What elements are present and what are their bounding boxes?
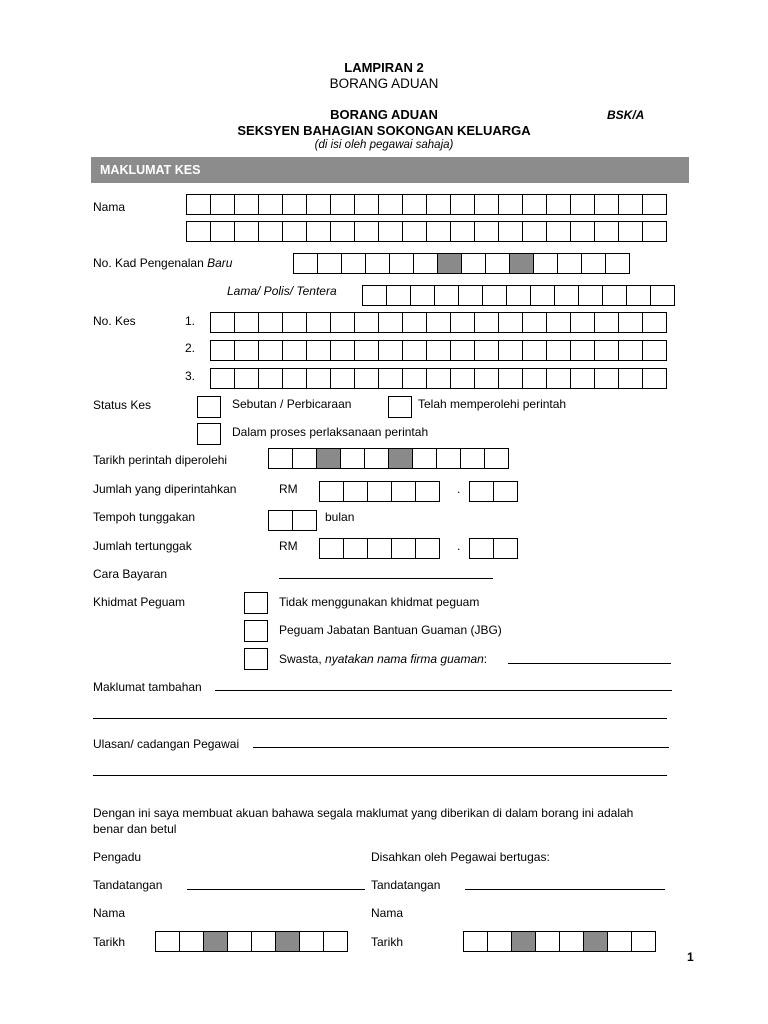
pengadu-tarikh-grid-cell[interactable] <box>180 931 204 952</box>
status-perintah-label: Telah memperolehi perintah <box>418 397 567 411</box>
lampiran-subtitle: BORANG ADUAN <box>329 76 439 91</box>
ic-old-grid-cell[interactable] <box>387 285 411 306</box>
officer-only-note: (di isi oleh pegawai sahaja) <box>314 139 454 151</box>
jumlah-diperintahkan-ringgit-grid-cell[interactable] <box>392 481 416 502</box>
pegawai-nama-label: Nama <box>371 906 404 920</box>
kes-3-grid-cell[interactable] <box>355 368 379 389</box>
kes-1-grid-cell[interactable] <box>595 312 619 333</box>
kes-2-grid-cell[interactable] <box>355 340 379 361</box>
nama-grid-row2-cell[interactable] <box>211 221 235 242</box>
pegawai-tandatangan-label: Tandatangan <box>371 878 441 892</box>
nama-grid-row2-cell[interactable] <box>643 221 667 242</box>
nama-grid-row2-cell[interactable] <box>283 221 307 242</box>
jumlah-tertunggak-ringgit-grid-cell[interactable] <box>344 538 368 559</box>
jumlah-diperintahkan-ringgit-grid-cell[interactable] <box>368 481 392 502</box>
kes-1-grid-cell[interactable] <box>283 312 307 333</box>
peguam-tidak-label: Tidak menggunakan khidmat peguam <box>279 595 480 609</box>
kes-3-label: 3. <box>185 369 196 383</box>
pegawai-tarikh-grid-cell <box>584 931 608 952</box>
kes-1-grid[interactable] <box>210 312 667 333</box>
kes-2-label: 2. <box>185 341 196 355</box>
nama-grid-row2-cell[interactable] <box>571 221 595 242</box>
status-proses-checkbox[interactable] <box>197 423 221 445</box>
nama-grid-row1-cell[interactable] <box>451 194 475 215</box>
kes-1-label: 1. <box>185 314 196 328</box>
nama-grid-row2-cell[interactable] <box>307 221 331 242</box>
kes-3-grid-cell[interactable] <box>475 368 499 389</box>
peguam-jbg-checkbox[interactable] <box>244 620 268 642</box>
kes-3-grid-cell[interactable] <box>619 368 643 389</box>
kes-2-grid-cell[interactable] <box>619 340 643 361</box>
ic-new-grid-cell[interactable] <box>318 253 342 274</box>
nama-grid-row1-cell[interactable] <box>523 194 547 215</box>
pegawai-tarikh-grid-cell[interactable] <box>608 931 632 952</box>
nama-grid-row1-cell[interactable] <box>547 194 571 215</box>
jumlah-tertunggak-ringgit-grid-cell[interactable] <box>416 538 440 559</box>
jumlah-tertunggak-ringgit-grid[interactable] <box>319 538 440 559</box>
rm-label-1: RM <box>279 482 298 496</box>
ic-old-grid-cell[interactable] <box>507 285 531 306</box>
pengadu-tandatangan-line[interactable] <box>187 889 365 890</box>
kes-3-grid-cell[interactable] <box>403 368 427 389</box>
kes-1-grid-cell[interactable] <box>427 312 451 333</box>
nama-grid-row1-cell[interactable] <box>259 194 283 215</box>
kes-2-grid-cell[interactable] <box>499 340 523 361</box>
ic-new-grid-cell[interactable] <box>534 253 558 274</box>
pegawai-tarikh-grid[interactable] <box>463 931 656 952</box>
kes-3-grid-cell[interactable] <box>547 368 571 389</box>
nama-grid-row2-cell[interactable] <box>619 221 643 242</box>
nama-grid-row2-cell[interactable] <box>403 221 427 242</box>
kes-2-grid-cell[interactable] <box>547 340 571 361</box>
tempoh-tunggakan-grid-cell[interactable] <box>269 510 293 531</box>
nama-grid-row2-cell[interactable] <box>259 221 283 242</box>
maklumat-tambahan-line-1[interactable] <box>215 690 672 691</box>
kes-2-grid[interactable] <box>210 340 667 361</box>
ic-old-grid-cell[interactable] <box>483 285 507 306</box>
bulan-label: bulan <box>325 510 355 524</box>
jumlah-tertunggak-ringgit-grid-cell[interactable] <box>320 538 344 559</box>
kes-2-grid-cell[interactable] <box>571 340 595 361</box>
nama-grid-row2-cell[interactable] <box>379 221 403 242</box>
ic-label <box>93 256 232 270</box>
pengadu-tarikh-grid-cell[interactable] <box>324 931 348 952</box>
nama-grid-row1-cell[interactable] <box>235 194 259 215</box>
kes-3-grid-cell[interactable] <box>331 368 355 389</box>
kes-1-grid-cell[interactable] <box>499 312 523 333</box>
tarikh-perintah-grid-cell[interactable] <box>437 448 461 469</box>
ic-new-grid-cell[interactable] <box>390 253 414 274</box>
status-sebutan-checkbox[interactable] <box>197 396 221 418</box>
kes-1-grid-cell[interactable] <box>619 312 643 333</box>
swasta-instruction: nyatakan nama firma guaman <box>325 652 484 666</box>
tarikh-perintah-grid-cell[interactable] <box>293 448 317 469</box>
ulasan-line-2[interactable] <box>93 775 667 776</box>
tarikh-perintah-grid-cell[interactable] <box>461 448 485 469</box>
jumlah-diperintahkan-ringgit-grid-cell[interactable] <box>320 481 344 502</box>
nama-grid-row1-cell[interactable] <box>595 194 619 215</box>
ic-new-grid-cell[interactable] <box>294 253 318 274</box>
nama-grid-row1-cell[interactable] <box>427 194 451 215</box>
nama-grid-row2-cell[interactable] <box>523 221 547 242</box>
tarikh-perintah-grid-cell[interactable] <box>341 448 365 469</box>
ic-old-grid[interactable] <box>362 285 675 306</box>
nama-grid-row2-cell[interactable] <box>547 221 571 242</box>
nama-grid-row2-cell[interactable] <box>187 221 211 242</box>
nama-grid-row1-cell[interactable] <box>499 194 523 215</box>
kes-1-grid-cell[interactable] <box>451 312 475 333</box>
kes-3-grid-cell[interactable] <box>379 368 403 389</box>
swasta-colon: : <box>483 652 488 666</box>
kes-3-grid-cell[interactable] <box>307 368 331 389</box>
tempoh-tunggakan-label: Tempoh tunggakan <box>93 510 196 524</box>
ulasan-line-1[interactable] <box>253 747 669 748</box>
kes-2-grid-cell[interactable] <box>523 340 547 361</box>
peguam-swasta-label <box>279 652 487 666</box>
nama-grid-row2-cell[interactable] <box>595 221 619 242</box>
tarikh-perintah-grid-cell[interactable] <box>365 448 389 469</box>
rm-label-2: RM <box>279 539 298 553</box>
nama-grid-row1-cell[interactable] <box>331 194 355 215</box>
decimal-point-1: . <box>457 482 461 496</box>
tarikh-perintah-label: Tarikh perintah diperolehi <box>93 453 228 467</box>
kes-2-grid-cell[interactable] <box>403 340 427 361</box>
pegawai-tarikh-grid-cell <box>512 931 536 952</box>
pegawai-tarikh-label: Tarikh <box>371 935 404 949</box>
ic-new-label: Baru <box>207 256 233 270</box>
kes-2-grid-cell[interactable] <box>379 340 403 361</box>
nama-grid-row1-cell[interactable] <box>475 194 499 215</box>
ic-new-grid-cell[interactable] <box>342 253 366 274</box>
nama-grid-row1-cell[interactable] <box>379 194 403 215</box>
kes-1-grid-cell[interactable] <box>403 312 427 333</box>
nama-grid-row1-cell[interactable] <box>403 194 427 215</box>
cara-bayaran-line[interactable] <box>279 578 493 579</box>
tarikh-perintah-grid-cell <box>389 448 413 469</box>
ic-new-grid-cell <box>438 253 462 274</box>
form-title: BORANG ADUAN <box>330 107 438 122</box>
kes-2-grid-cell[interactable] <box>427 340 451 361</box>
swasta-text: Swasta, <box>279 652 322 666</box>
peguam-swasta-checkbox[interactable] <box>244 648 268 670</box>
ic-old-grid-cell[interactable] <box>603 285 627 306</box>
pegawai-tarikh-grid-cell[interactable] <box>632 931 656 952</box>
declaration-line-2: benar dan betul <box>93 822 177 836</box>
kes-3-grid-cell[interactable] <box>235 368 259 389</box>
kes-3-grid-cell[interactable] <box>643 368 667 389</box>
kes-2-grid-cell[interactable] <box>451 340 475 361</box>
kes-3-grid[interactable] <box>210 368 667 389</box>
nama-label: Nama <box>93 200 126 214</box>
jumlah-tertunggak-sen-grid[interactable] <box>469 538 518 559</box>
jumlah-tertunggak-ringgit-grid-cell[interactable] <box>392 538 416 559</box>
nama-grid-row2-cell[interactable] <box>499 221 523 242</box>
pengadu-tandatangan-label: Tandatangan <box>93 878 163 892</box>
kes-3-grid-cell[interactable] <box>427 368 451 389</box>
pengadu-tarikh-grid-cell[interactable] <box>156 931 180 952</box>
kes-2-grid-cell[interactable] <box>283 340 307 361</box>
ic-new-grid-cell[interactable] <box>558 253 582 274</box>
peguam-tidak-checkbox[interactable] <box>244 592 268 614</box>
nama-grid-row2-cell[interactable] <box>355 221 379 242</box>
jumlah-diperintahkan-ringgit-grid-cell[interactable] <box>416 481 440 502</box>
tempoh-tunggakan-grid-cell[interactable] <box>293 510 317 531</box>
disahkan-label: Disahkan oleh Pegawai bertugas: <box>371 850 550 864</box>
kes-3-grid-cell[interactable] <box>571 368 595 389</box>
jumlah-tertunggak-sen-grid-cell[interactable] <box>494 538 518 559</box>
ic-old-grid-cell[interactable] <box>555 285 579 306</box>
pegawai-tarikh-grid-cell[interactable] <box>560 931 584 952</box>
ic-new-grid-cell[interactable] <box>582 253 606 274</box>
section-header-maklumat-kes <box>91 157 689 183</box>
status-kes-label: Status Kes <box>93 398 152 412</box>
tarikh-perintah-grid[interactable] <box>268 448 509 469</box>
ic-label-text: No. Kad Pengenalan <box>93 256 204 270</box>
declaration-line-1: Dengan ini saya membuat akuan bahawa segala maklumat yang diberikan di dalam borang ini adalah <box>93 806 634 820</box>
section-title: MAKLUMAT KES <box>100 163 201 177</box>
nama-grid-row1-cell[interactable] <box>643 194 667 215</box>
nama-grid-row1-cell[interactable] <box>619 194 643 215</box>
firma-guaman-line[interactable] <box>508 663 671 664</box>
ulasan-label: Ulasan/ cadangan Pegawai <box>93 737 240 751</box>
kes-3-grid-cell[interactable] <box>523 368 547 389</box>
pegawai-tandatangan-line[interactable] <box>465 889 665 890</box>
kes-1-grid-cell[interactable] <box>211 312 235 333</box>
jumlah-diperintahkan-label: Jumlah yang diperintahkan <box>93 482 237 496</box>
ic-new-grid-cell[interactable] <box>462 253 486 274</box>
ic-old-grid-cell[interactable] <box>531 285 555 306</box>
jumlah-diperintahkan-sen-grid-cell[interactable] <box>494 481 518 502</box>
pengadu-tarikh-grid-cell[interactable] <box>228 931 252 952</box>
ic-old-grid-cell[interactable] <box>411 285 435 306</box>
kes-3-grid-cell[interactable] <box>283 368 307 389</box>
kes-2-grid-cell[interactable] <box>331 340 355 361</box>
kes-2-grid-cell[interactable] <box>259 340 283 361</box>
pengadu-label: Pengadu <box>93 850 142 864</box>
page-number: 1 <box>687 950 694 964</box>
pengadu-tarikh-label: Tarikh <box>93 935 126 949</box>
form-code: BSK/A <box>607 108 645 122</box>
kes-1-grid-cell[interactable] <box>331 312 355 333</box>
kes-2-grid-cell[interactable] <box>235 340 259 361</box>
kes-2-grid-cell[interactable] <box>643 340 667 361</box>
kes-1-grid-cell[interactable] <box>523 312 547 333</box>
pegawai-tarikh-grid-cell[interactable] <box>464 931 488 952</box>
nama-grid-row1-cell[interactable] <box>187 194 211 215</box>
maklumat-tambahan-label: Maklumat tambahan <box>93 680 202 694</box>
peguam-jbg-label: Peguam Jabatan Bantuan Guaman (JBG) <box>279 623 502 637</box>
pengadu-tarikh-grid-cell[interactable] <box>252 931 276 952</box>
department-title: SEKSYEN BAHAGIAN SOKONGAN KELUARGA <box>237 123 531 138</box>
kes-1-grid-cell[interactable] <box>307 312 331 333</box>
nama-grid-row1[interactable] <box>186 194 667 215</box>
jumlah-tertunggak-label: Jumlah tertunggak <box>93 539 192 553</box>
kes-3-grid-cell[interactable] <box>259 368 283 389</box>
kes-2-grid-cell[interactable] <box>211 340 235 361</box>
status-proses-label: Dalam proses perlaksanaan perintah <box>232 425 429 439</box>
tarikh-perintah-grid-cell[interactable] <box>485 448 509 469</box>
no-kes-label: No. Kes <box>93 314 136 328</box>
kes-2-grid-cell[interactable] <box>475 340 499 361</box>
pengadu-tarikh-grid-cell <box>276 931 300 952</box>
cara-bayaran-label: Cara Bayaran <box>93 567 168 581</box>
nama-grid-row1-cell[interactable] <box>283 194 307 215</box>
ic-old-grid-cell[interactable] <box>459 285 483 306</box>
jumlah-tertunggak-ringgit-grid-cell[interactable] <box>368 538 392 559</box>
maklumat-tambahan-line-2[interactable] <box>93 718 667 719</box>
ic-old-grid-cell[interactable] <box>579 285 603 306</box>
decimal-point-2: . <box>457 539 461 553</box>
nama-grid-row2-cell[interactable] <box>427 221 451 242</box>
nama-grid-row1-cell[interactable] <box>307 194 331 215</box>
tarikh-perintah-grid-cell <box>317 448 341 469</box>
kes-2-grid-cell[interactable] <box>595 340 619 361</box>
nama-grid-row2-cell[interactable] <box>235 221 259 242</box>
nama-grid-row2-cell[interactable] <box>451 221 475 242</box>
ic-old-grid-cell[interactable] <box>627 285 651 306</box>
pengadu-nama-label: Nama <box>93 906 126 920</box>
nama-grid-row1-cell[interactable] <box>571 194 595 215</box>
kes-1-grid-cell[interactable] <box>475 312 499 333</box>
jumlah-diperintahkan-ringgit-grid[interactable] <box>319 481 440 502</box>
jumlah-diperintahkan-sen-grid[interactable] <box>469 481 518 502</box>
kes-3-grid-cell[interactable] <box>499 368 523 389</box>
ic-old-grid-cell[interactable] <box>363 285 387 306</box>
ic-old-label: Lama/ Polis/ Tentera <box>227 284 337 298</box>
nama-grid-row2-cell[interactable] <box>475 221 499 242</box>
nama-grid-row1-cell[interactable] <box>211 194 235 215</box>
pengadu-tarikh-grid[interactable] <box>155 931 348 952</box>
ic-new-grid[interactable] <box>293 253 630 274</box>
pengadu-tarikh-grid-cell[interactable] <box>300 931 324 952</box>
kes-1-grid-cell[interactable] <box>643 312 667 333</box>
jumlah-diperintahkan-sen-grid-cell[interactable] <box>470 481 494 502</box>
kes-1-grid-cell[interactable] <box>571 312 595 333</box>
khidmat-peguam-label: Khidmat Peguam <box>93 595 186 609</box>
pegawai-tarikh-grid-cell[interactable] <box>488 931 512 952</box>
kes-1-grid-cell[interactable] <box>547 312 571 333</box>
status-perintah-checkbox[interactable] <box>388 396 412 418</box>
kes-1-grid-cell[interactable] <box>259 312 283 333</box>
ic-new-grid-cell[interactable] <box>366 253 390 274</box>
nama-grid-row2[interactable] <box>186 221 667 242</box>
kes-2-grid-cell[interactable] <box>307 340 331 361</box>
pengadu-tarikh-grid-cell <box>204 931 228 952</box>
ic-old-grid-cell[interactable] <box>435 285 459 306</box>
pegawai-tarikh-grid-cell[interactable] <box>536 931 560 952</box>
kes-1-grid-cell[interactable] <box>379 312 403 333</box>
status-sebutan-label: Sebutan / Perbicaraan <box>232 397 352 411</box>
kes-3-grid-cell[interactable] <box>451 368 475 389</box>
kes-1-grid-cell[interactable] <box>235 312 259 333</box>
tarikh-perintah-grid-cell[interactable] <box>269 448 293 469</box>
tempoh-tunggakan-grid[interactable] <box>268 510 317 531</box>
kes-3-grid-cell[interactable] <box>211 368 235 389</box>
kes-3-grid-cell[interactable] <box>595 368 619 389</box>
tarikh-perintah-grid-cell[interactable] <box>413 448 437 469</box>
lampiran-heading: LAMPIRAN 2 <box>344 60 424 75</box>
ic-old-grid-cell[interactable] <box>651 285 675 306</box>
jumlah-diperintahkan-ringgit-grid-cell[interactable] <box>344 481 368 502</box>
ic-new-grid-cell[interactable] <box>414 253 438 274</box>
ic-new-grid-cell <box>510 253 534 274</box>
nama-grid-row1-cell[interactable] <box>355 194 379 215</box>
ic-new-grid-cell[interactable] <box>486 253 510 274</box>
ic-new-grid-cell[interactable] <box>606 253 630 274</box>
kes-1-grid-cell[interactable] <box>355 312 379 333</box>
nama-grid-row2-cell[interactable] <box>331 221 355 242</box>
jumlah-tertunggak-sen-grid-cell[interactable] <box>470 538 494 559</box>
